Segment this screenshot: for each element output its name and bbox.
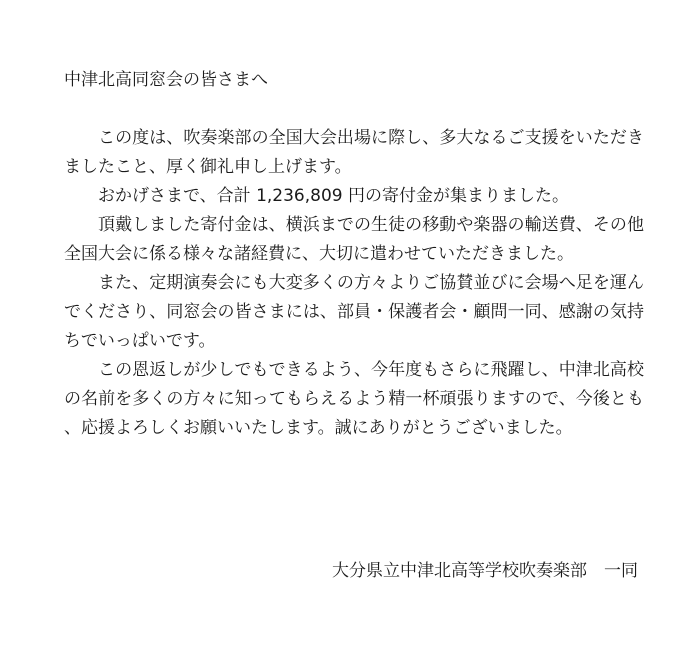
paragraph-closing: この恩返しが少しでもできるよう、今年度もさらに飛躍し、中津北高校の名前を多くの方々に知ってもらえるよう精一杯頑張りますので、今後とも、応援よろしくお願いいたします。誠にありがとうございました。 [64, 360, 644, 438]
paragraph-donation-total: おかげさまで、合計 1,236,809 円の寄付金が集まりました。 [98, 186, 569, 206]
letter [64, 66, 644, 443]
salutation: 中津北高同窓会の皆さまへ [64, 70, 268, 90]
signature-suffix: 一同 [604, 561, 638, 581]
paragraph-gratitude: この度は、吹奏楽部の全国大会出場に際し、多大なるご支援をいただきましたこと、厚く御礼申し上げます。 [64, 128, 644, 177]
letter-body [64, 124, 644, 443]
signature [332, 557, 638, 585]
paragraph-donation-use: 頂戴しました寄付金は、横浜までの生徒の移動や楽器の輸送費、その他全国大会に係る様々な諸経費に、大切に遣わせていただきました。 [64, 215, 644, 264]
signature-organization: 大分県立中津北高等学校吹奏楽部 [332, 561, 587, 581]
paragraph-concert-support: また、定期演奏会にも大変多くの方々よりご協賛並びに会場へ足を運んでくださり、同窓会の皆さまには、部員・保護者会・顧問一同、感謝の気持ちでいっぱいです。 [64, 273, 644, 351]
